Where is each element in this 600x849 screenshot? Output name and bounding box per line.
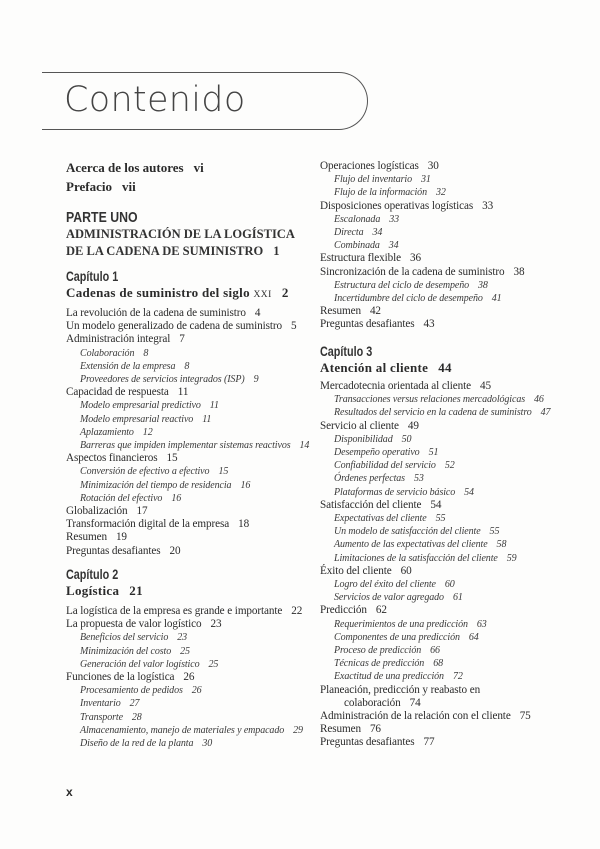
entry-title: Incertidumbre del ciclo de desempeño	[334, 293, 483, 305]
entry-page: 62	[375, 604, 387, 617]
toc-entry	[320, 200, 524, 213]
entry-page: 72	[452, 671, 463, 683]
entry-title: Desempeño operativo	[334, 447, 420, 459]
entry-title: Técnicas de predicción	[334, 658, 425, 670]
entry-title: Preguntas desafiantes	[66, 544, 161, 557]
toc-entry	[66, 307, 309, 320]
entry-title: Minimización del tiempo de residencia	[80, 479, 232, 491]
toc-entry	[66, 671, 303, 684]
entry-page: 30	[427, 160, 439, 172]
toc-subentry	[66, 697, 303, 710]
entry-title: Preguntas desafiantes	[320, 736, 415, 749]
toc-entry	[320, 252, 524, 265]
entry-title: Procesamiento de pedidos	[80, 685, 183, 697]
toc-subentry	[66, 724, 303, 737]
entry-page: 55	[435, 513, 446, 525]
entry-title: Administración integral	[66, 333, 171, 346]
toc-entry	[66, 452, 309, 465]
toc-subentry	[66, 373, 309, 386]
toc-entry	[66, 545, 309, 558]
toc-entry	[320, 380, 550, 393]
entry-page: 11	[202, 413, 212, 425]
entry-title: Funciones de la logística	[66, 671, 175, 684]
chapter-title: Logística 21	[66, 583, 143, 598]
entry-title: Proceso de predicción	[334, 645, 422, 657]
entry-title: Resumen	[66, 531, 107, 544]
toc-subentry	[320, 459, 550, 472]
toc-subentry	[320, 226, 524, 239]
toc-entry	[320, 710, 550, 723]
toc-entry	[66, 531, 309, 544]
toc-subentry	[320, 279, 524, 292]
entry-page: 17	[136, 505, 148, 518]
entry-title: Proveedores de servicios integrados (ISP)	[80, 374, 245, 386]
toc-entry	[320, 266, 524, 279]
entry-page: 30	[202, 738, 213, 750]
toc-entry	[320, 736, 550, 749]
entry-title: Disposiciones operativas logísticas	[320, 199, 474, 212]
entry-page: 25	[180, 645, 190, 657]
entry-title: Componentes de una predicción	[334, 631, 460, 643]
part-heading	[66, 209, 295, 259]
entry-page: 27	[129, 698, 140, 710]
entry-page: 11	[177, 386, 189, 399]
entry-title: Rotación del efectivo	[80, 492, 163, 504]
toc-subentry	[320, 406, 550, 419]
toc-front-item: Prefacio vii	[66, 179, 136, 194]
entry-page: 11	[209, 400, 219, 412]
entry-page: 22	[291, 605, 303, 617]
toc-subentry	[66, 439, 309, 452]
entry-page: 23	[210, 618, 222, 631]
toc-subentry	[320, 657, 550, 670]
toc-subentry	[320, 618, 550, 631]
entry-page: 33	[482, 199, 494, 212]
chapter-2-heading	[66, 566, 143, 599]
entry-page: 31	[421, 174, 431, 186]
entry-page: 4	[254, 307, 261, 319]
toc-subentry	[66, 413, 309, 426]
entry-page: 32	[435, 187, 446, 199]
entry-title: Disponibilidad	[334, 433, 393, 445]
entry-title: Operaciones logísticas	[320, 160, 419, 172]
toc-subentry	[66, 479, 309, 492]
entry-page: 55	[489, 526, 500, 538]
toc-entry	[320, 305, 524, 318]
toc-entry	[320, 499, 550, 512]
chapter-label: Capítulo 3	[320, 344, 373, 359]
entry-title: Diseño de la red de la planta	[80, 738, 194, 750]
page-title: Contenido	[64, 80, 246, 120]
toc-front-item: Acerca de los autores vi	[66, 160, 204, 175]
entry-title: Globalización	[66, 505, 128, 518]
toc-subentry	[66, 658, 303, 671]
toc-entry	[320, 723, 550, 736]
entry-page: 25	[208, 658, 219, 670]
toc-entry	[320, 697, 550, 710]
entry-title: Un modelo de satisfacción del cliente	[334, 526, 481, 538]
page-folio: x	[66, 785, 73, 799]
chapter-2-entries	[66, 605, 303, 750]
entry-title: Aplazamiento	[80, 426, 134, 438]
chapter-label: Capítulo 2	[66, 567, 119, 582]
chapter-3-entries	[320, 380, 550, 750]
entry-title: Colaboración	[80, 347, 135, 359]
toc-subentry	[320, 173, 524, 186]
entry-page: 12	[142, 426, 153, 438]
entry-page: 19	[115, 531, 127, 544]
entry-title: La logística de la empresa es grande e importante	[66, 605, 283, 617]
chapter-2-entries-continued	[320, 160, 524, 332]
entry-page: 46	[534, 394, 544, 406]
toc-subentry	[66, 360, 309, 373]
entry-page: 7	[179, 333, 185, 346]
entry-title: Almacenamiento, manejo de materiales y empacado	[80, 724, 285, 736]
entry-title: Requerimientos de una predicción	[334, 618, 468, 630]
entry-page: 15	[218, 466, 229, 478]
front-matter	[66, 158, 204, 196]
entry-page: 76	[369, 723, 381, 736]
entry-page: 49	[407, 419, 419, 432]
chapter-1-heading	[66, 268, 289, 303]
toc-subentry	[320, 446, 550, 459]
entry-page: 18	[238, 518, 250, 531]
toc-subentry	[320, 578, 550, 591]
entry-page: 52	[444, 460, 455, 472]
entry-title: Logro del éxito del cliente	[334, 579, 436, 591]
toc-subentry	[66, 684, 303, 697]
entry-page: 60	[400, 564, 412, 577]
toc-subentry	[66, 631, 303, 644]
toc-subentry	[320, 670, 550, 683]
entry-page: 42	[369, 305, 381, 318]
entry-title: Modelo empresarial predictivo	[80, 400, 201, 412]
entry-page: 77	[423, 736, 435, 749]
toc-subentry	[320, 644, 550, 657]
entry-page: 28	[131, 711, 142, 723]
toc-subentry	[320, 433, 550, 446]
entry-title: Modelo empresarial reactivo	[80, 413, 194, 425]
entry-page: 34	[388, 240, 399, 252]
toc-subentry	[66, 347, 309, 360]
entry-page: 43	[423, 318, 435, 331]
entry-page: 41	[491, 293, 502, 305]
entry-page: 29	[293, 724, 303, 736]
toc-subentry	[320, 486, 550, 499]
toc-entry	[320, 318, 524, 331]
entry-title: Combinada	[334, 240, 380, 252]
entry-title: Mercadotecnia orientada al cliente	[320, 380, 471, 392]
toc-subentry	[320, 239, 524, 252]
entry-title: Aumento de las expectativas del cliente	[334, 539, 488, 551]
entry-page: 61	[452, 592, 463, 604]
entry-title: Servicio al cliente	[320, 419, 399, 432]
entry-page: 36	[410, 252, 422, 265]
toc-subentry	[320, 552, 550, 565]
toc-subentry	[320, 393, 550, 406]
entry-page: 66	[430, 645, 440, 657]
entry-page: 45	[479, 380, 491, 392]
entry-title: Servicios de valor agregado	[334, 592, 444, 604]
toc-subentry	[66, 492, 309, 505]
entry-title: Estructura del ciclo de desempeño	[334, 279, 469, 291]
chapter-title: Atención al cliente 44	[320, 360, 452, 375]
entry-title: Escalonada	[334, 213, 381, 225]
entry-title: Éxito del cliente	[320, 564, 392, 577]
entry-title: Generación del valor logístico	[80, 658, 200, 670]
part-title-line: ADMINISTRACIÓN DE LA LOGÍSTICA	[66, 227, 295, 241]
toc-entry	[320, 420, 550, 433]
entry-page: 63	[476, 618, 487, 630]
toc-entry	[320, 565, 550, 578]
entry-page: 68	[433, 658, 443, 670]
entry-page: 47	[540, 407, 551, 419]
entry-page: 33	[389, 213, 400, 225]
entry-page: 54	[464, 486, 474, 498]
toc-subentry	[66, 711, 303, 724]
toc-entry	[66, 518, 309, 531]
entry-title: Resultados del servicio en la cadena de suministro	[334, 407, 532, 419]
entry-title: Transacciones versus relaciones mercadológicas	[334, 394, 526, 406]
entry-title: Órdenes perfectas	[334, 473, 405, 485]
toc-entry	[66, 505, 309, 518]
entry-title: colaboración	[344, 696, 401, 709]
entry-page: 74	[409, 696, 421, 709]
entry-title: Flujo de la información	[334, 187, 427, 199]
toc-entry	[66, 320, 309, 333]
toc-entry	[320, 160, 524, 173]
entry-title: Confiabilidad del servicio	[334, 460, 436, 472]
toc-subentry	[320, 472, 550, 485]
entry-title: Satisfacción del cliente	[320, 498, 422, 511]
entry-title: Planeación, predicción y reabasto en	[320, 683, 481, 696]
chapter-3-heading	[320, 343, 452, 376]
toc-subentry	[66, 465, 309, 478]
entry-title: Transformación digital de la empresa	[66, 518, 230, 531]
entry-title: Flujo del inventario	[334, 174, 412, 186]
part-title-line: DE LA CADENA DE SUMINISTRO 1	[66, 243, 280, 258]
entry-title: Resumen	[320, 723, 361, 736]
entry-page: 54	[430, 498, 442, 511]
toc-entry	[320, 684, 550, 697]
entry-page: 9	[253, 374, 259, 386]
entry-title: Preguntas desafiantes	[320, 318, 415, 331]
entry-page: 60	[444, 579, 455, 591]
entry-page: 26	[183, 671, 195, 684]
toc-subentry	[66, 645, 303, 658]
entry-title: Capacidad de respuesta	[66, 386, 169, 399]
entry-title: Minimización del costo	[80, 645, 172, 657]
entry-page: 59	[506, 552, 517, 564]
entry-page: 26	[191, 685, 202, 697]
entry-page: 75	[519, 710, 531, 723]
entry-page: 8	[143, 347, 149, 359]
toc-entry	[320, 604, 550, 617]
entry-page: 50	[401, 433, 412, 445]
entry-title: Exactitud de una predicción	[334, 671, 444, 683]
entry-page: 38	[513, 265, 525, 278]
toc-subentry	[320, 213, 524, 226]
entry-page: 34	[372, 227, 383, 239]
toc-subentry	[320, 591, 550, 604]
entry-page: 64	[468, 631, 479, 643]
entry-title: La revolución de la cadena de suministro	[66, 307, 246, 319]
entry-title: Directa	[334, 227, 364, 239]
entry-title: Un modelo generalizado de cadena de suministro	[66, 320, 282, 333]
toc-subentry	[66, 426, 309, 439]
chapter-1-entries	[66, 307, 309, 558]
entry-page: 16	[240, 479, 251, 491]
chapter-title: Cadenas de suministro del siglo XXI 2	[66, 285, 289, 300]
entry-title: Extensión de la empresa	[80, 360, 176, 372]
entry-title: Administración de la relación con el cliente	[320, 710, 511, 723]
toc-subentry	[320, 525, 550, 538]
toc-subentry	[320, 512, 550, 525]
entry-title: Barreras que impiden implementar sistemas reactivos	[80, 440, 291, 452]
entry-title: Expectativas del cliente	[334, 513, 427, 525]
toc-subentry	[320, 292, 524, 305]
toc-entry	[66, 386, 309, 399]
entry-title: Predicción	[320, 604, 367, 617]
entry-page: 51	[428, 447, 439, 459]
chapter-label: Capítulo 1	[66, 269, 119, 284]
entry-page: 15	[166, 452, 178, 465]
entry-page: 8	[184, 360, 190, 372]
entry-title: Sincronización de la cadena de suministro	[320, 265, 505, 278]
toc-subentry	[320, 538, 550, 551]
entry-page: 38	[478, 279, 488, 291]
entry-title: Conversión de efectivo a efectivo	[80, 466, 210, 478]
toc-subentry	[320, 186, 524, 199]
entry-title: Limitaciones de la satisfacción del cliente	[334, 552, 498, 564]
entry-title: Transporte	[80, 711, 123, 723]
toc-subentry	[66, 399, 309, 412]
entry-title: Inventario	[80, 698, 121, 710]
toc-subentry	[320, 631, 550, 644]
entry-title: Estructura flexible	[320, 252, 402, 265]
entry-title: Aspectos financieros	[66, 452, 158, 465]
entry-page: 53	[413, 473, 424, 485]
toc-subentry	[66, 737, 303, 750]
entry-page: 5	[290, 320, 297, 333]
entry-title: Beneficios del servicio	[80, 632, 169, 644]
entry-title: Plataformas de servicio básico	[334, 486, 456, 498]
entry-page: 23	[177, 632, 188, 644]
toc-entry	[66, 618, 303, 631]
part-label: PARTE UNO	[66, 209, 138, 226]
toc-entry	[66, 605, 303, 618]
entry-title: La propuesta de valor logístico	[66, 618, 202, 631]
toc-entry	[66, 333, 309, 346]
entry-page: 58	[496, 539, 507, 551]
entry-page: 16	[171, 492, 182, 504]
entry-page: 14	[299, 440, 310, 452]
entry-title: Resumen	[320, 305, 361, 318]
entry-page: 20	[169, 544, 181, 557]
